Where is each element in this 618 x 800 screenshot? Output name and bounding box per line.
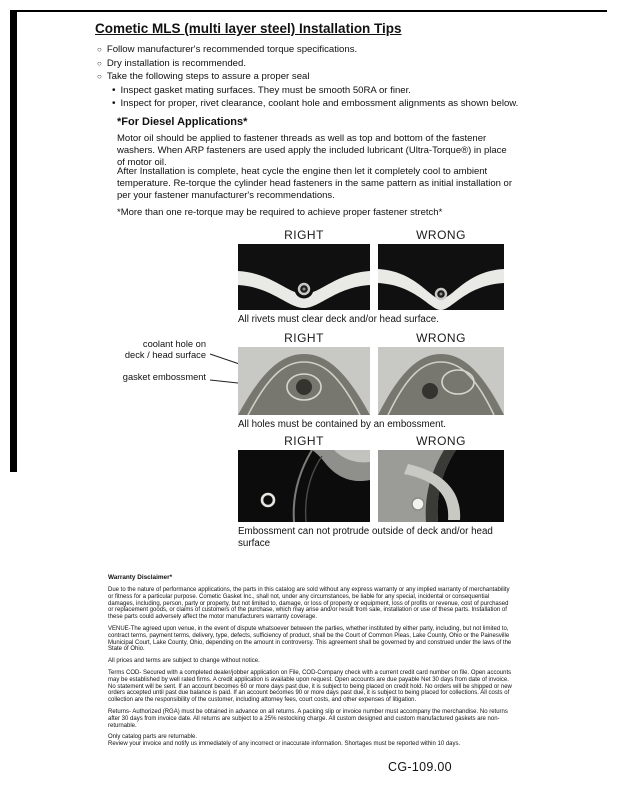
sub-tip-text: Inspect for proper, rivet clearance, coolant hole and embossment alignments as shown below. bbox=[120, 98, 519, 109]
circle-bullet-icon: ○ bbox=[97, 58, 102, 68]
retorque-note: *More than one re-torque may be required to achieve proper fastener stretch* bbox=[117, 207, 443, 218]
figure1-rivet-right-image bbox=[238, 244, 370, 310]
tip-text: Take the following steps to assure a proper seal bbox=[106, 71, 310, 82]
figure3-wrong-label: WRONG bbox=[416, 434, 466, 448]
figure1-caption: All rivets must clear deck and/or head surface. bbox=[238, 314, 439, 325]
embossment-protruding-diagram bbox=[378, 450, 504, 522]
disclaimer-paragraph: Terms COD- Secured with a completed dealer/jobber application on File, COD-Company check with a current credit card number on file. Open accounts may be established by well rated firms. A credit application is available upon request. Open accounts are due payable Net 30 days from date of invoice. No statement will be sent. If an account becomes 60 or more days past due, it is subject to being placed on credit hold. No orders will be shipped or new orders accepted until past due balance is paid. If an account becomes 90 or more days past due, it is subject to being placed for collections. All costs of collection are the responsibility of the customer, including attorney fees, court costs, and other expenses of litigation. bbox=[108, 669, 512, 704]
disclaimer-paragraph: Returns- Authorized (RGA) must be obtained in advance on all returns. A packing slip or invoice number must accompany the merchandise. No returns after 30 days from invoice date. All returns are subject to a 25% restocking charge. All custom designed and custom manufactured gaskets are non-returnable. bbox=[108, 708, 508, 729]
hole-not-contained-diagram bbox=[378, 347, 504, 415]
figure2-hole-right-image bbox=[238, 347, 370, 415]
tip-item bbox=[97, 44, 587, 56]
sub-tip-item bbox=[112, 98, 587, 110]
tip-item bbox=[97, 71, 587, 83]
circle-bullet-icon: ○ bbox=[97, 45, 102, 54]
tips-sublist bbox=[112, 85, 587, 110]
diesel-paragraph-1: Motor oil should be applied to fastener threads as well as top and bottom of the fastener washers. When ARP fasteners are used apply the included lubricant (Ultra-Torque®) in place of motor oil. bbox=[117, 133, 507, 169]
coolant-hole-callout bbox=[118, 339, 206, 361]
diesel-applications-heading: *For Diesel Applications* bbox=[117, 116, 248, 128]
figure3-right-label: RIGHT bbox=[284, 434, 324, 448]
figure3-caption: Embossment can not protrude outside of deck and/or head surface bbox=[238, 526, 493, 549]
warranty-disclaimer bbox=[108, 574, 514, 753]
circle-bullet-icon: ○ bbox=[97, 72, 102, 81]
warranty-disclaimer-heading: Warranty Disclaimer* bbox=[108, 574, 173, 581]
rivet-touching-diagram bbox=[378, 244, 504, 310]
disclaimer-paragraph: All prices and terms are subject to change without notice. bbox=[108, 658, 260, 665]
figure1-wrong-label: WRONG bbox=[416, 228, 466, 242]
coolant-hole-callout-line1: coolant hole on bbox=[142, 339, 206, 349]
gasket-embossment-callout: gasket embossment bbox=[122, 372, 206, 382]
tip-item bbox=[97, 58, 587, 70]
tip-text: Dry installation is recommended. bbox=[106, 57, 247, 69]
page-title: Cometic MLS (multi layer steel) Installation Tips bbox=[95, 21, 402, 36]
diesel-paragraph-2: After Installation is complete, heat cycle the engine then let it completely cool to ambient temperature. Re-torque the cylinder head fasteners in the same pattern as initial installation or per your fastener manufacturer's recommendations. bbox=[117, 166, 512, 202]
figure3-embossment-right-image bbox=[238, 450, 370, 522]
figure2-wrong-label: WRONG bbox=[416, 331, 466, 345]
figure1-right-label: RIGHT bbox=[284, 228, 324, 242]
embossment-inside-diagram bbox=[238, 450, 370, 522]
top-border-rule bbox=[10, 10, 607, 12]
disc-bullet-icon: • bbox=[112, 98, 116, 109]
rivet-clear-diagram bbox=[238, 244, 370, 310]
disclaimer-paragraph: Due to the nature of performance applications, the parts in this catalog are sold without any express warranty or any implied warranty of merchantability or fitness for a particular purpose. Cometic Gasket Inc., shall not, under any circumstances, be liable for any special, incidental or consequential damages, including, person, party or property, but not limited to, damage, or loss of property or equipment, loss of profits or revenue, cost of purchased or replacement goods, or claims of customers of the purchase, which may arise and/or result from sale, installation or use of these parts. Installation of these parts could adversely affect the motor manufacturers warranty coverage. bbox=[108, 587, 510, 621]
disclaimer-paragraph: Review your invoice and notify us immediately of any incorrect or inaccurate information. Shortages must be reported within 10 days. bbox=[108, 741, 461, 748]
figure2-caption: All holes must be contained by an embossment. bbox=[238, 419, 447, 430]
figure2-hole-wrong-image bbox=[378, 347, 504, 415]
document-number: CG-109.00 bbox=[388, 760, 452, 774]
figure2-right-label: RIGHT bbox=[284, 331, 324, 345]
sub-tip-item bbox=[112, 85, 587, 97]
sub-tip-text: Inspect gasket mating surfaces. They must be smooth 50RA or finer. bbox=[120, 84, 411, 96]
figure1-rivet-wrong-image bbox=[378, 244, 504, 310]
disclaimer-paragraph: VENUE-The agreed upon venue, in the event of dispute whatsoever between the parties, whether instituted by either party, including, but not limited to, contract terms, payment terms, delivery, type, defects, sufficiency of product, shall be the Court of Common Pleas, Lake County, Ohio or the Painesville Municipal Court, Lake County, Ohio, depending on the amount in controversy. This agreement shall be governed by and construed under the laws of the State of Ohio. bbox=[108, 625, 512, 653]
coolant-hole-callout-line2: deck / head surface bbox=[124, 350, 206, 360]
left-border-bar bbox=[10, 10, 17, 472]
hole-contained-diagram bbox=[238, 347, 370, 415]
tip-text: Follow manufacturer's recommended torque specifications. bbox=[106, 44, 358, 55]
figure3-embossment-wrong-image bbox=[378, 450, 504, 522]
disc-bullet-icon: • bbox=[112, 84, 116, 96]
installation-tips-list bbox=[97, 44, 587, 112]
disclaimer-paragraph: Only catalog parts are returnable. bbox=[108, 734, 198, 741]
